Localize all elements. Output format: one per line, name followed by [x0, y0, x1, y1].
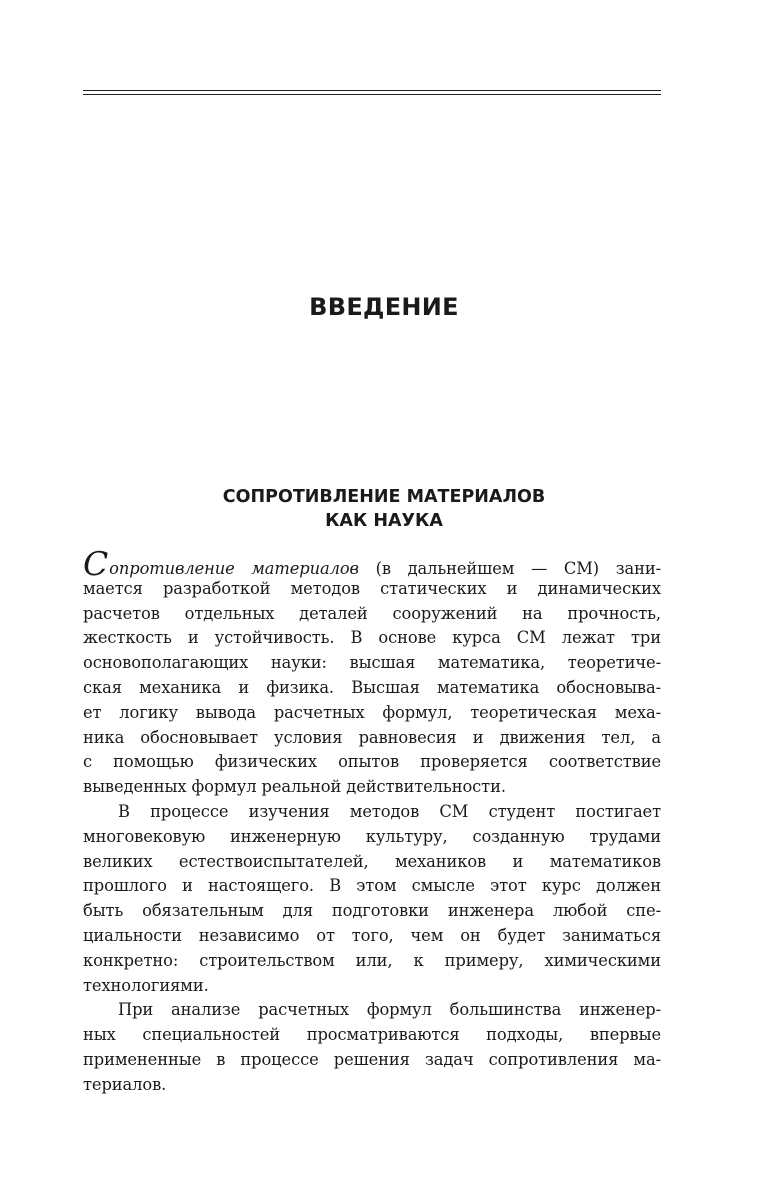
lead-term: опротивление материалов: [109, 559, 359, 578]
paragraph-1-line: жесткость и устойчивость. В основе курса СМ лежат три: [83, 628, 661, 648]
paragraph-3-line: ных специальностей просматриваются подходы, впервые: [83, 1025, 661, 1045]
paragraph-2-line: быть обязательным для подготовки инженера любой спе-: [83, 901, 661, 921]
paragraph-1-line: выведенных формул реальной действительности.: [83, 777, 506, 797]
paragraph-2-line: В процессе изучения методов СМ студент постигает: [118, 801, 661, 821]
header-rule-top: [83, 90, 661, 91]
paragraph-3-line: примененные в процессе решения задач сопротивления ма-: [83, 1049, 661, 1069]
paragraph-1-line: ская механика и физика. Высшая математика обосновыва-: [83, 677, 661, 697]
paragraph-2-line: технологиями.: [83, 975, 209, 995]
paragraph-1-line: основополагающих науки: высшая математика, теоретиче-: [83, 653, 661, 673]
section-title-line-1: СОПРОТИВЛЕНИЕ МАТЕРИАЛОВ: [222, 487, 546, 507]
section-title-line-2: КАК НАУКА: [325, 511, 443, 531]
paragraph-2-line: многовековую инженерную культуру, созданную трудами: [83, 826, 661, 846]
drop-cap: С: [83, 544, 109, 583]
paragraph-2-line: циальности независимо от того, чем он будет заниматься: [83, 925, 661, 945]
paragraph-1-line: с помощью физических опытов проверяется соответствие: [83, 752, 661, 772]
paragraph-2-line: прошлого и настоящего. В этом смысле этот курс должен: [83, 876, 661, 896]
paragraph-1-line: мается разработкой методов статических и динамических: [83, 578, 661, 598]
paragraph-1-line: ника обосновывает условия равновесия и движения тел, а: [83, 727, 661, 747]
paragraph-1-line: ет логику вывода расчетных формул, теоретическая меха-: [83, 702, 661, 722]
header-rule-bottom: [83, 94, 661, 95]
paragraph-3-line: териалов.: [83, 1074, 167, 1094]
paragraph-2-line: конкретно: строительством или, к примеру, химическими: [83, 950, 661, 970]
section-title: [0, 485, 768, 533]
paragraph-1-line: Сопротивление материалов (в дальнейшем — СМ) зани-: [83, 544, 661, 583]
paragraph-1-line: расчетов отдельных деталей сооружений на прочность,: [83, 603, 661, 623]
paragraph-2-line: великих естествоиспытателей, механиков и математиков: [83, 851, 661, 871]
paragraph-3-line: При анализе расчетных формул большинства инженер-: [118, 1000, 661, 1020]
chapter-title: ВВЕДЕНИЕ: [309, 293, 459, 321]
body-text: [83, 544, 661, 1098]
